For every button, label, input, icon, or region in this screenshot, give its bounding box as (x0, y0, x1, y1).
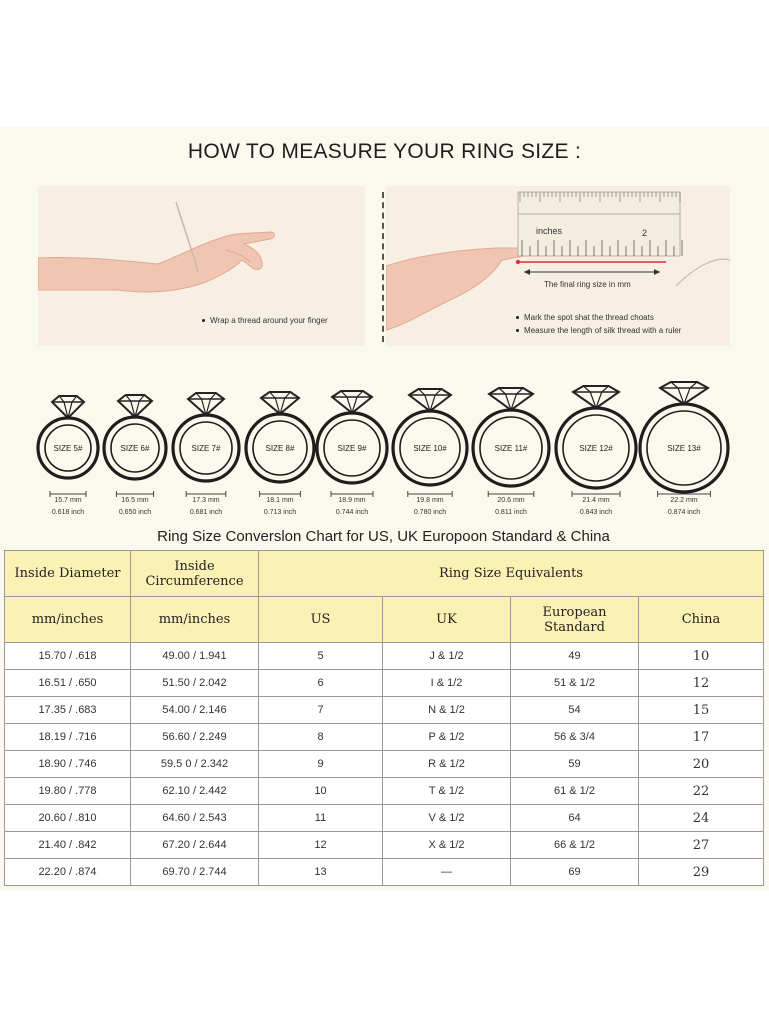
cell-diameter: 15.70 / .618 (5, 643, 131, 670)
ring-size-label: SIZE 11# (494, 444, 528, 453)
cell-circumference: 54.00 / 2.146 (131, 697, 259, 724)
step-1 (516, 313, 654, 322)
ring-icon (104, 395, 166, 516)
diameter-unit-header: mm/inches (5, 597, 131, 643)
ring-icon (38, 396, 98, 516)
ring-inch-value: 0.713 inch (263, 509, 297, 516)
page-title: HOW TO MEASURE YOUR RING SIZE : (187, 140, 582, 163)
ring-inch-value: 0.780 inch (413, 509, 447, 516)
ring-mm-value: 16.5 mm (121, 497, 149, 504)
ring-icon (246, 392, 314, 516)
cell-uk: R & 1/2 (383, 751, 511, 778)
ring-size-label: SIZE 5# (53, 444, 83, 453)
diamond-icon (118, 395, 152, 417)
diamond-icon (261, 392, 299, 414)
cell-eu: 61 & 1/2 (511, 778, 639, 805)
cell-uk: V & 1/2 (383, 805, 511, 832)
table-row (5, 778, 764, 805)
cell-us: 12 (259, 832, 383, 859)
cell-us: 13 (259, 859, 383, 886)
ring-size-label: SIZE 6# (120, 444, 150, 453)
ring-icon (473, 388, 549, 516)
diamond-icon (52, 396, 84, 418)
cell-china: 17 (639, 724, 764, 751)
step-2-text: Measure the length of silk thread with a ruler (524, 326, 682, 335)
cell-us: 7 (259, 697, 383, 724)
table-header-row-2 (5, 597, 764, 643)
ruler-unit-label: inches (536, 226, 563, 236)
cell-diameter: 16.51 / .650 (5, 670, 131, 697)
ruler-measure-illustration (386, 186, 730, 346)
conversion-table (4, 550, 764, 886)
cell-diameter: 17.35 / .683 (5, 697, 131, 724)
cell-china: 15 (639, 697, 764, 724)
cell-us: 10 (259, 778, 383, 805)
china-header: China (639, 597, 764, 643)
cell-eu: 64 (511, 805, 639, 832)
cell-china: 12 (639, 670, 764, 697)
cell-china: 10 (639, 643, 764, 670)
ring-icon (173, 393, 239, 516)
ring-size-conversion-chart (4, 524, 763, 885)
cell-diameter: 21.40 / .842 (5, 832, 131, 859)
table-row (5, 670, 764, 697)
cell-china: 27 (639, 832, 764, 859)
cell-uk: I & 1/2 (383, 670, 511, 697)
cell-eu: 54 (511, 697, 639, 724)
cell-uk: — (383, 859, 511, 886)
ring-icon (317, 391, 387, 516)
table-body (5, 643, 764, 886)
cell-circumference: 62.10 / 2.442 (131, 778, 259, 805)
ring-size-label: SIZE 13# (667, 444, 701, 453)
cell-eu: 56 & 3/4 (511, 724, 639, 751)
cell-china: 24 (639, 805, 764, 832)
ring-icon (556, 386, 636, 516)
ring-size-label: SIZE 9# (337, 444, 367, 453)
ruler-illustration (386, 186, 730, 346)
cell-us: 11 (259, 805, 383, 832)
ring-inch-value: 0.618 inch (51, 509, 85, 516)
cell-circumference: 67.20 / 2.644 (131, 832, 259, 859)
table-row (5, 832, 764, 859)
step-1-text: Mark the spot shat the thread choats (524, 313, 654, 322)
table-header-row-1 (5, 551, 764, 597)
cell-china: 29 (639, 859, 764, 886)
cell-circumference: 51.50 / 2.042 (131, 670, 259, 697)
us-header: US (259, 597, 383, 643)
ring-mm-value: 20.6 mm (497, 497, 525, 504)
ring-icon (393, 389, 467, 516)
left-caption (202, 316, 328, 325)
cell-circumference: 69.70 / 2.744 (131, 859, 259, 886)
inside-circumference-header: Inside Circumference (131, 551, 259, 597)
ring-mm-value: 19.8 mm (416, 497, 444, 504)
table-row (5, 859, 764, 886)
ring-inch-value: 0.681 inch (189, 509, 223, 516)
cell-us: 5 (259, 643, 383, 670)
cell-eu: 51 & 1/2 (511, 670, 639, 697)
cell-uk: N & 1/2 (383, 697, 511, 724)
diamond-icon (409, 389, 451, 411)
uk-header: UK (383, 597, 511, 643)
cell-diameter: 22.20 / .874 (5, 859, 131, 886)
cell-eu: 59 (511, 751, 639, 778)
cell-diameter: 18.90 / .746 (5, 751, 131, 778)
diamond-icon (489, 388, 533, 410)
table-row (5, 751, 764, 778)
diamond-icon (332, 391, 372, 413)
table-row (5, 697, 764, 724)
ring-size-guide (0, 360, 769, 526)
ring-inch-value: 0.874 inch (667, 509, 701, 516)
thread-wrap-illustration (38, 186, 365, 346)
ring-size-label: SIZE 8# (265, 444, 295, 453)
left-caption-text: Wrap a thread around your finger (210, 316, 328, 325)
bullet-icon (516, 329, 519, 332)
cell-us: 6 (259, 670, 383, 697)
ring-mm-value: 18.1 mm (266, 497, 294, 504)
ring-inch-value: 0.843 inch (579, 509, 613, 516)
cell-eu: 66 & 1/2 (511, 832, 639, 859)
cell-us: 8 (259, 724, 383, 751)
ring-mm-value: 22.2 mm (670, 497, 698, 504)
ring-mm-value: 15.7 mm (54, 497, 82, 504)
diamond-icon (573, 386, 619, 408)
ring-size-label: SIZE 7# (191, 444, 221, 453)
cell-circumference: 49.00 / 1.941 (131, 643, 259, 670)
ring-inch-value: 0.650 inch (118, 509, 152, 516)
chart-title: Ring Size Converslon Chart for US, UK Europoon Standard & China (157, 528, 610, 545)
cell-diameter: 20.60 / .810 (5, 805, 131, 832)
ring-inch-value: 0.744 inch (335, 509, 369, 516)
panel-divider (382, 192, 384, 342)
table-row (5, 805, 764, 832)
ring-inch-value: 0.811 inch (495, 509, 527, 516)
ring-mm-value: 18.9 mm (338, 497, 366, 504)
table-row (5, 643, 764, 670)
ring-mm-value: 21.4 mm (582, 497, 610, 504)
cell-circumference: 64.60 / 2.543 (131, 805, 259, 832)
ring-icon (640, 382, 728, 516)
circumference-unit-header: mm/inches (131, 597, 259, 643)
ring-size-label: SIZE 10# (413, 444, 447, 453)
cell-eu: 69 (511, 859, 639, 886)
bullet-icon (516, 316, 519, 319)
step-2 (516, 326, 681, 335)
cell-circumference: 56.60 / 2.249 (131, 724, 259, 751)
cell-china: 22 (639, 778, 764, 805)
table-row (5, 724, 764, 751)
diamond-icon (188, 393, 224, 415)
cell-circumference: 59.5 0 / 2.342 (131, 751, 259, 778)
ring-mm-value: 17.3 mm (192, 497, 220, 504)
cell-us: 9 (259, 751, 383, 778)
cell-uk: X & 1/2 (383, 832, 511, 859)
diamond-icon (660, 382, 708, 404)
cell-uk: T & 1/2 (383, 778, 511, 805)
cell-china: 20 (639, 751, 764, 778)
ring-size-equivalents-header: Ring Size Equivalents (259, 551, 764, 597)
cell-uk: P & 1/2 (383, 724, 511, 751)
cell-eu: 49 (511, 643, 639, 670)
inside-diameter-header: Inside Diameter (5, 551, 131, 597)
cell-uk: J & 1/2 (383, 643, 511, 670)
cell-diameter: 19.80 / .778 (5, 778, 131, 805)
final-size-label: The final ring size in mm (544, 280, 631, 289)
ring-size-label: SIZE 12# (579, 444, 613, 453)
bullet-icon (202, 319, 205, 322)
ruler-mark-label: 2 (642, 228, 648, 238)
european-header: European Standard (511, 597, 639, 643)
cell-diameter: 18.19 / .716 (5, 724, 131, 751)
